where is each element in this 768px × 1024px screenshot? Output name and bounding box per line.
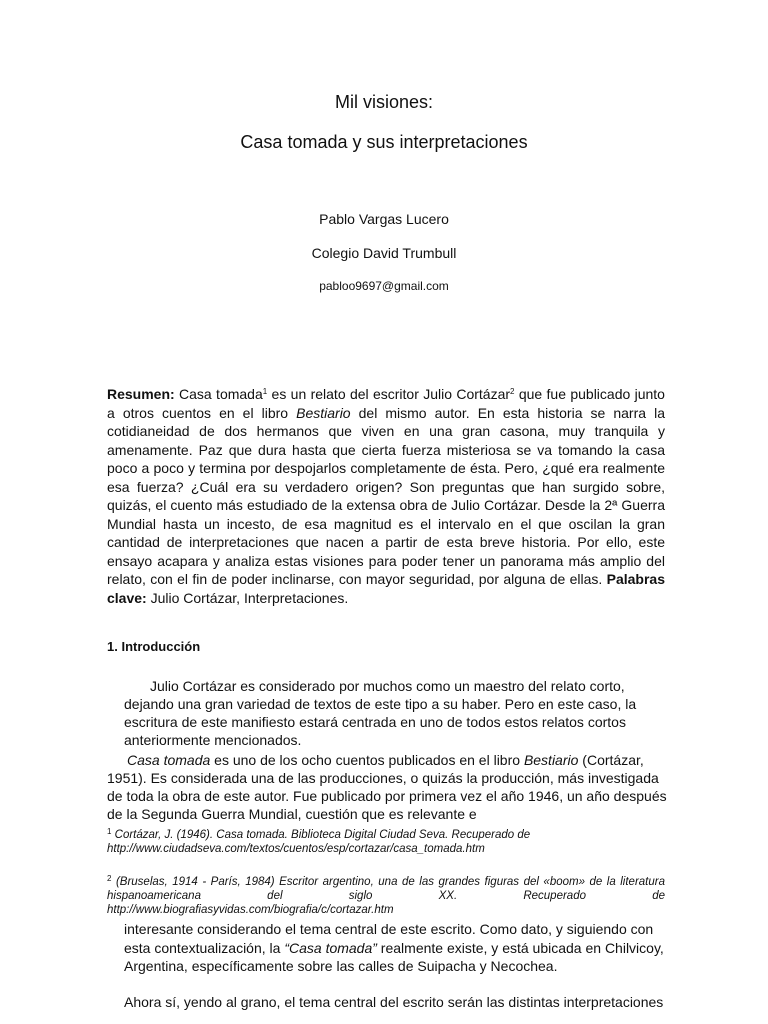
footnote-text: (Bruselas, 1914 - París, 1984) Escritor argentino, una de las grandes figuras del «boom» de la literatura hispanoamericana del siglo XX. Recuperado de — [107, 876, 665, 902]
abstract-book-title: Bestiario — [296, 404, 351, 421]
author-email: pabloo9697@gmail.com — [319, 279, 449, 293]
body-paragraph: Ahora sí, yendo al grano, el tema central del escrito serán las distintas interpretaciones — [124, 994, 664, 1010]
paragraph-text: Julio Cortázar es considerado por muchos como un maestro del relato corto, dejando una gran variedad de textos de este tipo a su haber. Pero en este caso, la escritura de este manifiesto estará centrada en uno de todos estos relatos cortos anteriormente mencionados. — [124, 678, 637, 748]
footnote-text: Cortázar, J. (1946). Casa tomada. Biblioteca Digital Ciudad Seva. Recuperado de http://www.ciudadseva.com/textos/cuentos/esp/cortazar/casa_tomada.htm — [107, 829, 531, 855]
paragraph-text: interesante considerando el tema central de este escrito. Como dato, y siguiendo con esta contextualización, la — [124, 921, 654, 956]
footnote-number: 1 — [107, 827, 112, 836]
keywords-label: Palabras clave: — [107, 571, 665, 606]
paragraph-text: (Cortázar, 1951). Es considerada una de las producciones, o quizás la producción, más investigada de toda la obra de este autor. Fue publicado por primera vez el año 1946, un año después de la Segunda Guerra Mundial, cuestión que es relevante e — [107, 752, 667, 822]
author-school: Colegio David Trumbull — [311, 245, 457, 261]
book-title: Bestiario — [523, 752, 579, 768]
document-title-line1: Mil visiones: — [334, 92, 434, 112]
footnote-url[interactable]: http://www.biografiasyvidas.com/biografia/c/cortazar.htm — [107, 904, 394, 916]
body-paragraph — [124, 677, 666, 749]
body-paragraph — [107, 751, 667, 823]
footnote-2 — [107, 872, 665, 917]
footnote-ref-2: 2 — [510, 387, 515, 396]
keywords: Julio Cortázar, Interpretaciones. — [146, 589, 349, 606]
document-title-line2: Casa tomada y sus interpretaciones — [240, 132, 528, 152]
abstract-label: Resumen: — [107, 386, 175, 402]
abstract-text: es un relato del escritor Julio Cortázar — [267, 386, 511, 402]
abstract-text: Casa tomada — [174, 386, 263, 402]
paragraph-text: realmente existe, y está ubicada en Chilvicoy, Argentina, específicamente sobre las calles de Suipacha y Necochea. — [124, 939, 664, 974]
story-title: “Casa tomada” — [284, 939, 377, 956]
author-name: Pablo Vargas Lucero — [319, 211, 449, 227]
footnote-ref-1: 1 — [262, 387, 268, 396]
abstract-text: que fue publicado junto a otros cuentos en el libro — [107, 386, 665, 421]
story-title: Casa tomada — [127, 752, 211, 768]
abstract-text: del mismo autor. En esta historia se narra la cotidianeidad de dos hermanos que viven en una gran casona, muy tranquila y amenamente. Paz que dura hasta que cierta fuerza misteriosa se va tomando la casa poco a poco y termina por despojarlos completamente de ésta. Pero, ¿qué era realmente esa fuerza? ¿Cuál era su verdadero origen? Son preguntas que han surgido sobre, quizás, el cuento más estudiado de la extensa obra de Julio Cortázar. Desde la 2ª Guerra Mundial hasta un incesto, de esa magnitud es el intervalo en el que oscilan la gran cantidad de interpretaciones que nacen a partir de esta breve historia. Por ello, este ensayo acapara y analiza estas visiones para poder tener un panorama más amplio del relato, con el fin de poder inclinarse, con mayor seguridad, por alguna de ellas. — [107, 404, 665, 587]
paragraph-text: es uno de los ocho cuentos publicados en el libro — [210, 752, 524, 768]
body-paragraph — [124, 920, 666, 976]
section-heading: 1. Introducción — [107, 639, 201, 654]
footnote-1 — [107, 825, 665, 856]
footnote-number: 2 — [107, 874, 112, 883]
abstract — [107, 383, 665, 607]
